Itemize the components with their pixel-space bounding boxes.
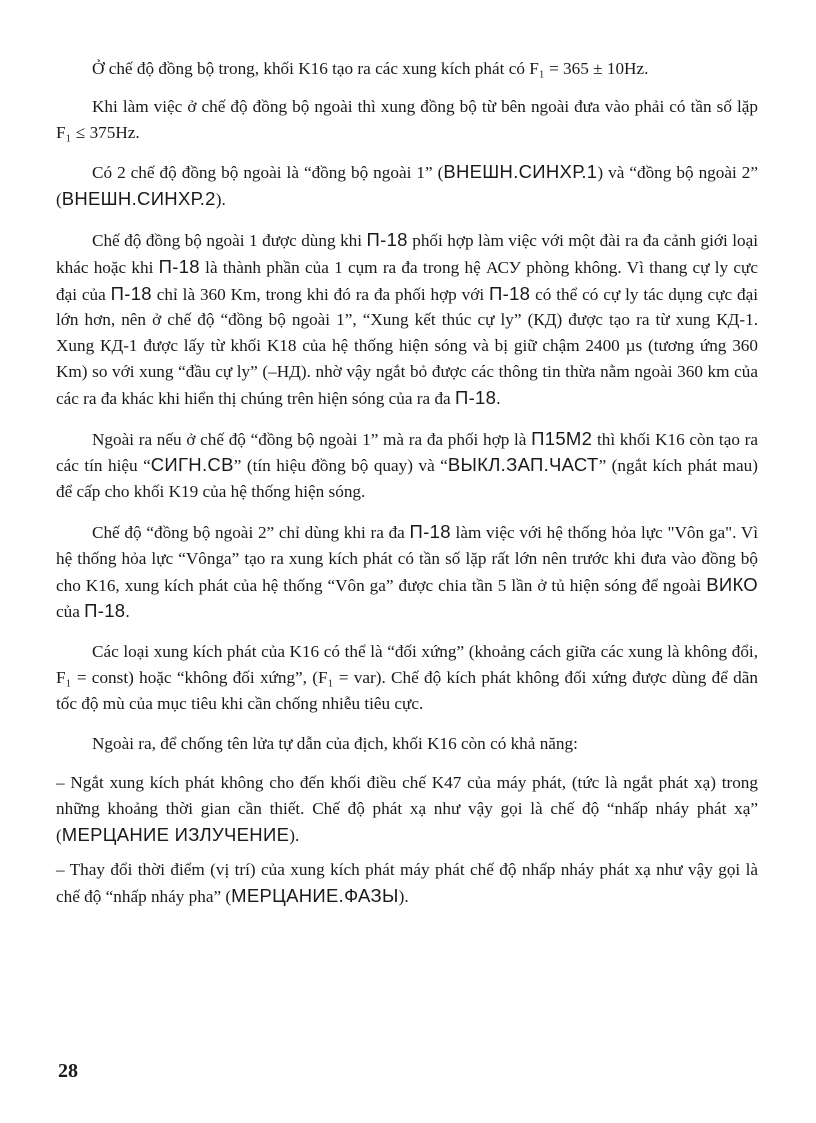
text-run: ” (ngắt kích phát mau) để cấp cho khối K19 của hệ thống hiện sóng.	[56, 456, 758, 502]
text-run: ).	[398, 886, 409, 906]
paragraph	[56, 519, 758, 625]
text-run: có thể có cự ly tác dụng cực đại lớn hơn, nên ở chế độ “đồng bộ ngoài 1”, “Xung kết thúc cự ly” (КД) được tạo ra từ xung КД-1. Xung КД-1 được lấy từ khối K18 của hệ thống hiện sóng và bị giữ chậm 2400 µs (tương ứng 360 Km) so với xung “đầu cự ly” (–НД). nhờ vậy ngắt bỏ được các thông tin thừa nằm ngoài 360 km của các ra đa khác khi hiển thị chúng trên hiện sóng của ra đa	[56, 284, 759, 408]
text-run: là thành phần của 1 cụm ra đa trong hệ АСУ phòng không. Vì thang cự ly cực đại của	[56, 257, 758, 304]
text-run: ) và “đồng bộ ngoài 2” (	[56, 163, 758, 210]
cyrillic-term: МЕРЦАНИЕ ИЗЛУЧЕНИЕ	[61, 823, 290, 845]
paragraph	[56, 227, 758, 412]
cyrillic-term: П-18	[110, 282, 152, 304]
text-run: – Thay đổi thời điểm (vị trí) của xung kích phát máy phát chế độ nhấp nháy phát xạ như vậy gọi là chế độ “nhấp nháy pha” (	[56, 859, 758, 906]
text-run: Ở chế độ đồng bộ trong, khối K16 tạo ra các xung kích phát có F₁ = 365 ± 10Hz.	[92, 59, 649, 78]
text-run: Ngoài ra, để chống tên lửa tự dẫn của địch, khối K16 còn có khả năng:	[92, 733, 578, 753]
text-run: Chế độ đồng bộ ngoài 1 được dùng khi	[92, 230, 367, 250]
cyrillic-term: МЕРЦАНИЕ.ФАЗЫ	[231, 884, 399, 906]
cyrillic-term: ВНЕШН.СИНХР.1	[443, 161, 598, 183]
cyrillic-term: П-18	[454, 386, 497, 408]
page-body	[56, 56, 758, 909]
cyrillic-term: П15М2	[531, 427, 593, 449]
paragraph	[56, 731, 758, 757]
cyrillic-term: ВИКО	[706, 573, 758, 595]
text-run: của	[56, 602, 85, 622]
text-run: thì khối K16 còn tạo ra các tín hiệu “	[56, 429, 758, 476]
text-run: Chế độ “đồng bộ ngoài 2” chỉ dùng khi ra đa	[92, 522, 410, 542]
bullet-item	[56, 857, 758, 910]
text-run: ).	[289, 825, 300, 845]
text-run: .	[496, 388, 501, 408]
paragraph	[56, 56, 758, 82]
text-run: – Ngắt xung kích phát không cho đến khối điều chế K47 của máy phát, (tức là ngắt phát xạ) trong những khoảng thời gian cần thiết. Chế độ phát xạ như vậy gọi là chế độ “nhấp nháy phát xạ” (	[56, 773, 758, 845]
paragraph	[56, 159, 758, 213]
text-run: phối hợp làm việc với một đài ra đa cảnh giới loại khác hoặc khi	[56, 230, 758, 277]
paragraph	[56, 94, 758, 146]
cyrillic-term: П-18	[366, 228, 408, 250]
paragraph	[56, 426, 758, 505]
cyrillic-term: П-18	[84, 600, 126, 622]
cyrillic-term: ВНЕШН.СИНХР.2	[61, 188, 216, 210]
text-run: Khi làm việc ở chế độ đồng bộ ngoài thì xung đồng bộ từ bên ngoài đưa vào phải có tần số lặp F₁ ≤ 375Hz.	[56, 96, 758, 142]
cyrillic-term: ВЫКЛ.ЗАП.ЧАСТ	[447, 454, 599, 476]
bullet-item	[56, 770, 758, 848]
text-run: .	[125, 602, 130, 622]
text-run: Có 2 chế độ đồng bộ ngoài là “đồng bộ ngoài 1” (	[92, 163, 444, 183]
cyrillic-term: П-18	[409, 520, 451, 542]
cyrillic-term: П-18	[158, 255, 200, 277]
text-run: Ngoài ra nếu ở chế độ “đồng bộ ngoài 1” mà ra đa phối hợp là	[92, 429, 532, 449]
text-run: làm việc với hệ thống hỏa lực "Vôn ga". Vì hệ thống hỏa lực “Vônga” tạo ra xung kích phát có tần số lặp rất lớn nên trước khi đưa vào đồng bộ cho K16, xung kích phát của hệ thống “Vôn ga” được chia tần 5 lần ở tủ hiện sóng để ngoài	[56, 522, 759, 595]
text-run: ” (tín hiệu đồng bộ quay) và “	[233, 456, 448, 476]
cyrillic-term: П-18	[489, 282, 531, 304]
text-run: ).	[215, 190, 226, 210]
paragraph	[56, 639, 758, 716]
cyrillic-term: СИГН.СВ	[150, 454, 234, 476]
text-run: chỉ là 360 Km, trong khi đó ra đa phối hợp với	[151, 284, 490, 304]
page-number: 28	[58, 1060, 78, 1082]
text-run: Các loại xung kích phát của K16 có thể là “đối xứng” (khoảng cách giữa các xung là không đổi, F₁ = const) hoặc “không đối xứng”, (F₁ = var). Chế độ kích phát không đối xứng được dùng để dãn tốc độ mù của mục tiêu khi cần chống nhiễu tiêu cực.	[56, 642, 758, 713]
